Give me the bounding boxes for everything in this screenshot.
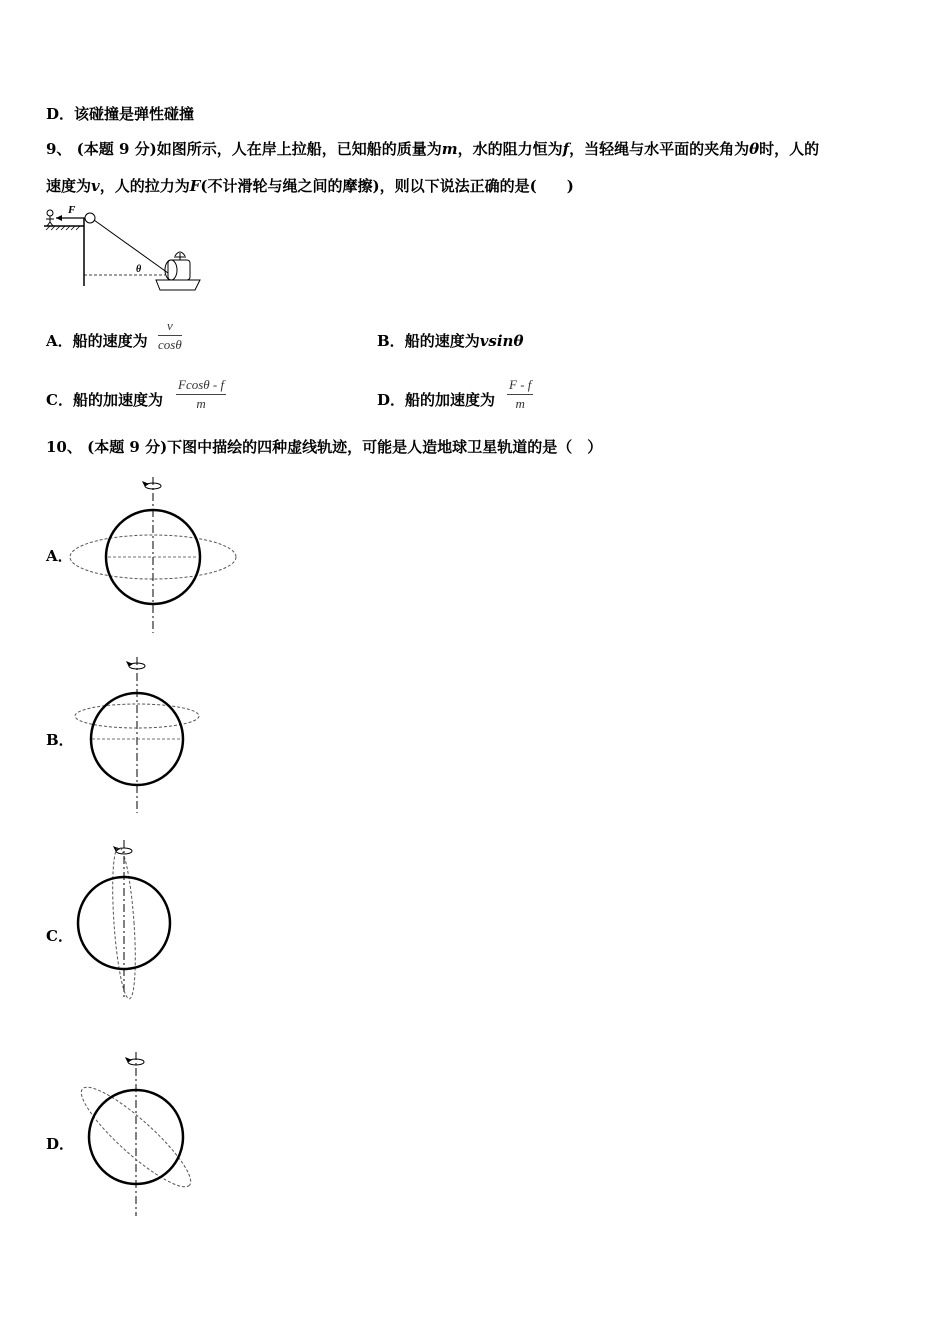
option-text: 船的速度为 (404, 332, 480, 350)
q10-option-c-label: C． (46, 927, 73, 945)
q9-option-c-fraction (176, 377, 226, 412)
q10-option-b-label: B． (46, 731, 74, 749)
option-label: C． (46, 391, 73, 409)
var-f: f (562, 140, 570, 158)
option-text: 船的加速度为 (405, 391, 496, 409)
q9-option-d (377, 389, 495, 410)
q9-option-a-fraction (158, 318, 182, 353)
stem-text: ，人的拉力为 (99, 177, 190, 195)
option-label: B． (377, 332, 405, 350)
stem-text: (本题 9 分)如图所示，人在岸上拉船，已知船的质量为 (76, 140, 442, 158)
option-text: 船的速度为 (72, 332, 148, 350)
option-text: 该碰撞是弹性碰撞 (74, 105, 195, 123)
option-label: D． (46, 105, 75, 123)
option-text: 船的加速度为 (72, 391, 163, 409)
question-number: 9、 (46, 140, 72, 158)
question-number: 10、 (46, 438, 82, 456)
denominator: cosθ (158, 337, 182, 352)
q9-figure-boat-pulley (40, 198, 210, 298)
q9-option-c (46, 389, 163, 410)
var-m: m (441, 140, 458, 158)
numerator: F - f (509, 377, 532, 392)
denominator: m (196, 396, 206, 411)
q10-stem (46, 436, 602, 457)
q8-option-d (46, 103, 194, 124)
stem-text: ，当轻绳与水平面的夹角为 (569, 140, 750, 158)
rotation-arrow-icon (127, 662, 145, 669)
person-icon (46, 210, 54, 226)
option-label: A． (46, 332, 73, 350)
q10-option-a-label: A． (46, 547, 73, 565)
var-theta: θ (749, 140, 760, 158)
q9-option-b (377, 330, 523, 351)
q10-option-d-label: D． (46, 1135, 75, 1153)
stem-text: 时，人的 (759, 140, 820, 158)
denominator: m (515, 396, 525, 411)
q10-option-c-figure (70, 838, 180, 1003)
angle-label: θ (136, 264, 142, 275)
q9-stem-line-2 (46, 175, 574, 196)
stem-text: (不计滑轮与绳之间的摩擦)，则以下说法正确的是( ) (200, 177, 574, 195)
q9-stem-line-1 (46, 138, 819, 159)
rotation-arrow-icon (143, 482, 161, 489)
q10-option-d-figure (74, 1050, 199, 1220)
numerator: Fcosθ - f (178, 377, 225, 392)
var-v: v (91, 177, 100, 195)
q10-option-a-figure (68, 475, 243, 635)
option-label: D． (377, 391, 406, 409)
stem-text: (本题 9 分)下图中描绘的四种虚线轨迹，可能是人造地球卫星轨道的是（ ） (87, 438, 603, 456)
boat-icon (156, 252, 200, 290)
option-formula: vsinθ (479, 332, 524, 350)
force-label: F (68, 204, 76, 216)
pulley-icon (85, 213, 95, 223)
stem-text: 速度为 (46, 177, 92, 195)
q10-option-b-figure (72, 655, 207, 815)
stem-text: ，水的阻力恒为 (457, 140, 563, 158)
q9-option-d-fraction (507, 377, 533, 412)
rotation-arrow-icon (126, 1058, 144, 1065)
var-F: F (189, 177, 201, 195)
numerator: v (166, 318, 173, 333)
q9-option-a (46, 330, 148, 351)
